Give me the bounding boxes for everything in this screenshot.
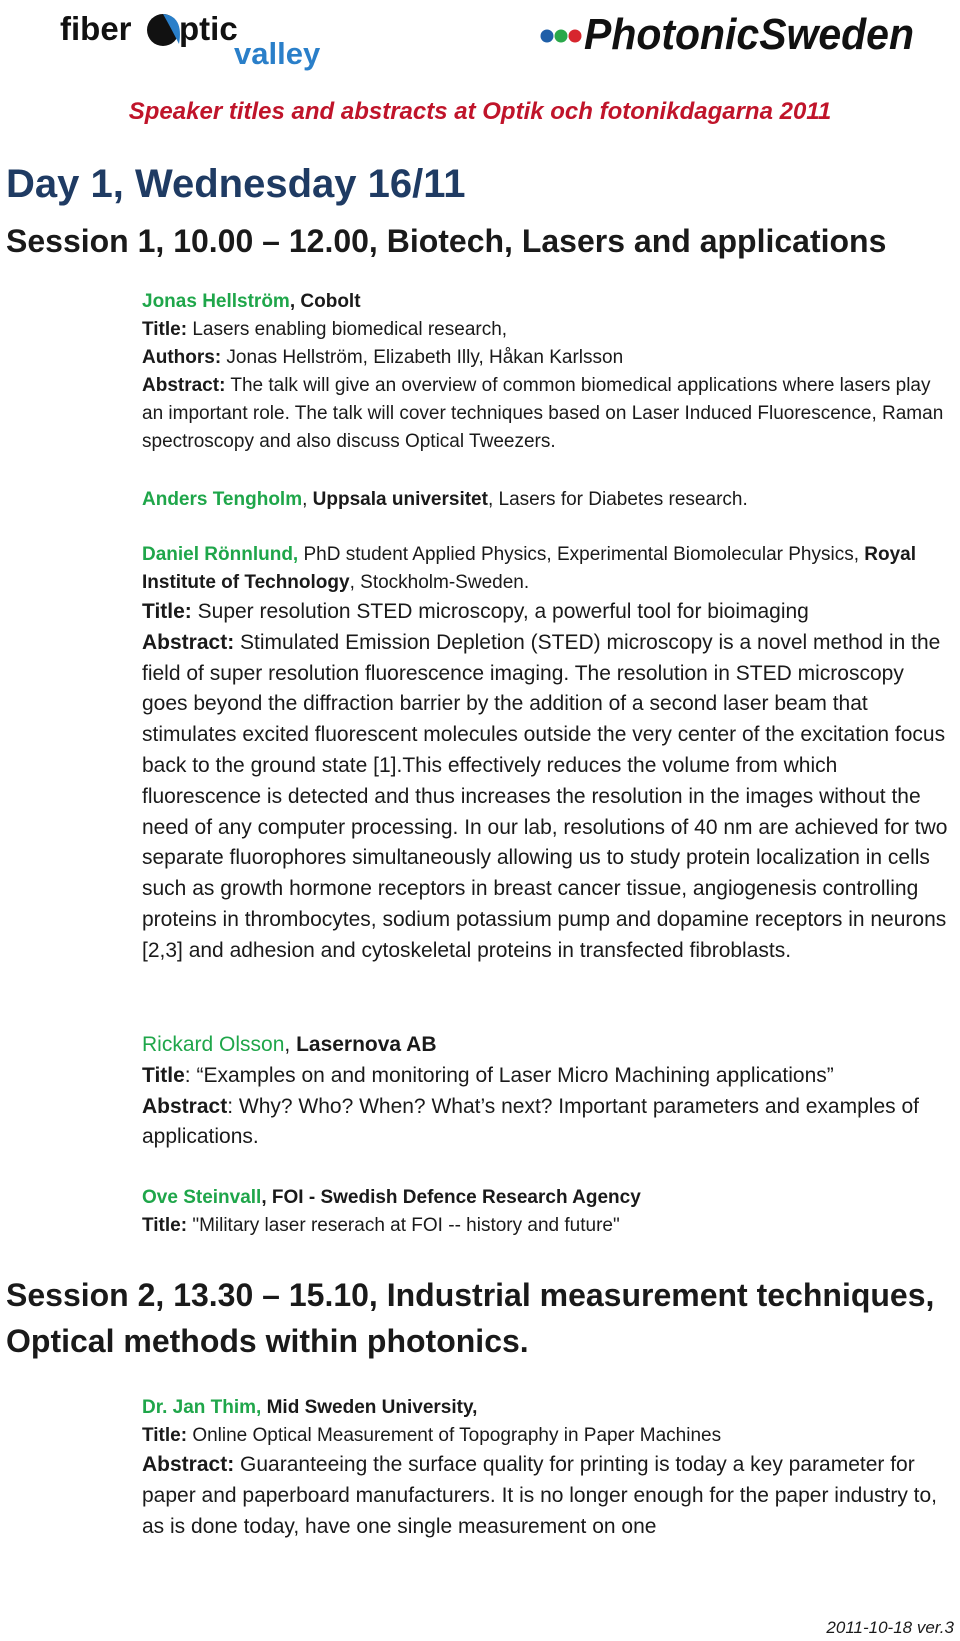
talk-title: Title: Super resolution STED microscopy, a powerful tool for bioimaging bbox=[142, 600, 809, 623]
speaker-org: Royal Institute of Technology bbox=[142, 544, 917, 593]
session-1-heading: Session 1, 10.00 – 12.00, Biotech, Lasers and applications bbox=[6, 223, 887, 259]
speaker-line: Daniel Rönnlund, PhD student Applied Physics, Experimental Biomolecular Physics, Royal Institute of Technology, Stockholm-Sweden. bbox=[142, 544, 917, 593]
fiber-optic-valley-logo bbox=[60, 6, 360, 76]
talk-abstract: Abstract: Stimulated Emission Depletion (STED) microscopy is a novel method in the field of super resolution fluorescence imaging. The resolution in STED microscopy goes beyond the diffraction barrier by the addition of a second laser beam that stimulates excited fluorescent molecules outside the very center of the excitation focus back to the ground state [1].This effectively reduces the volume from which fluorescence is detected and thus increases the resolution in the images without the need of any computer processing. In our lab, resolutions of 40 nm are achieved for two separate fluorophores simultaneously allowing us to study protein localization in cells such as growth hormone receptors in breast cancer tissue, angiogenesis controlling proteins in thrombocytes, sodium potassium pump and dopamine receptors in neurons [2,3] and adhesion and cytoskeletal proteins in transfected fibroblasts. bbox=[142, 630, 948, 962]
talk-title: Title: Online Optical Measurement of Topography in Paper Machines bbox=[142, 1425, 722, 1446]
talk-abstract: Abstract: The talk will give an overview of common biomedical applications where lasers play an important role. The talk will cover techniques based on Laser Induced Fluorescence, Raman spectroscopy and also discuss Optical Tweezers. bbox=[142, 375, 944, 452]
speaker-name: Jonas Hellström bbox=[142, 291, 290, 312]
speaker-name: Dr. Jan Thim, bbox=[142, 1397, 262, 1418]
speaker-org: Lasernova AB bbox=[296, 1033, 437, 1056]
speaker-org: Mid Sweden University, bbox=[261, 1397, 478, 1418]
speaker-name: Daniel Rönnlund, bbox=[142, 544, 299, 565]
svg-text:PhotonicSweden: PhotonicSweden bbox=[584, 10, 914, 59]
speaker-line bbox=[142, 1184, 952, 1212]
svg-text:valley: valley bbox=[234, 36, 321, 71]
speaker-entry-steinvall bbox=[142, 1184, 952, 1240]
talk-title: Title: "Military laser reserach at FOI -- history and future" bbox=[142, 1215, 620, 1236]
speaker-entry-hellstrom bbox=[142, 288, 952, 456]
talk-title: Title: “Examples on and monitoring of Laser Micro Machining applications” bbox=[142, 1063, 834, 1087]
day-heading: Day 1, Wednesday 16/11 bbox=[6, 162, 466, 206]
svg-text:ptic: ptic bbox=[179, 10, 238, 47]
speaker-line bbox=[142, 1394, 952, 1422]
talk-abstract: Abstract: Guaranteeing the surface quality for printing is today a key parameter for paper and paperboard manufacturers. It is no longer enough for the paper industry to, as is done today, have one single measurement on one bbox=[142, 1453, 938, 1538]
speaker-name: Ove Steinvall bbox=[142, 1187, 262, 1208]
speaker-entry-olsson bbox=[142, 1030, 952, 1153]
date-version-footer: 2011-10-18 ver.3 bbox=[826, 1618, 954, 1637]
speaker-name: Anders Tengholm bbox=[142, 489, 303, 510]
speaker-entry-tengholm bbox=[142, 486, 952, 514]
speaker-line: Rickard Olsson, Lasernova AB bbox=[142, 1033, 437, 1056]
talk-title: Title: Lasers enabling biomedical research, bbox=[142, 319, 508, 340]
speaker-org: Uppsala universitet bbox=[312, 489, 488, 510]
talk-authors: Authors: Jonas Hellström, Elizabeth Illy, Håkan Karlsson bbox=[142, 347, 624, 368]
svg-text:fiber: fiber bbox=[60, 10, 132, 47]
talk-abstract: Abstract: Why? Who? When? What’s next? Important parameters and examples of applications. bbox=[142, 1094, 919, 1149]
speaker-org: Cobolt bbox=[300, 291, 361, 312]
speaker-line: Jonas Hellström, Cobolt bbox=[142, 291, 361, 312]
speaker-org: , FOI - Swedish Defence Research Agency bbox=[261, 1187, 641, 1208]
session-2-heading: Session 2, 13.30 – 15.10, Industrial measurement techniques, Optical methods within photonics. bbox=[6, 1277, 935, 1359]
speaker-name: Rickard Olsson bbox=[142, 1033, 285, 1056]
speaker-entry-thim bbox=[142, 1394, 952, 1542]
photonic-sweden-logo bbox=[540, 8, 940, 68]
header-logos bbox=[0, 0, 960, 80]
speaker-line: Anders Tengholm, Uppsala universitet, Lasers for Diabetes research. bbox=[142, 489, 748, 510]
speaker-entry-ronnlund bbox=[142, 541, 952, 967]
document-title: Speaker titles and abstracts at Optik och fotonikdagarna 2011 bbox=[128, 98, 832, 125]
